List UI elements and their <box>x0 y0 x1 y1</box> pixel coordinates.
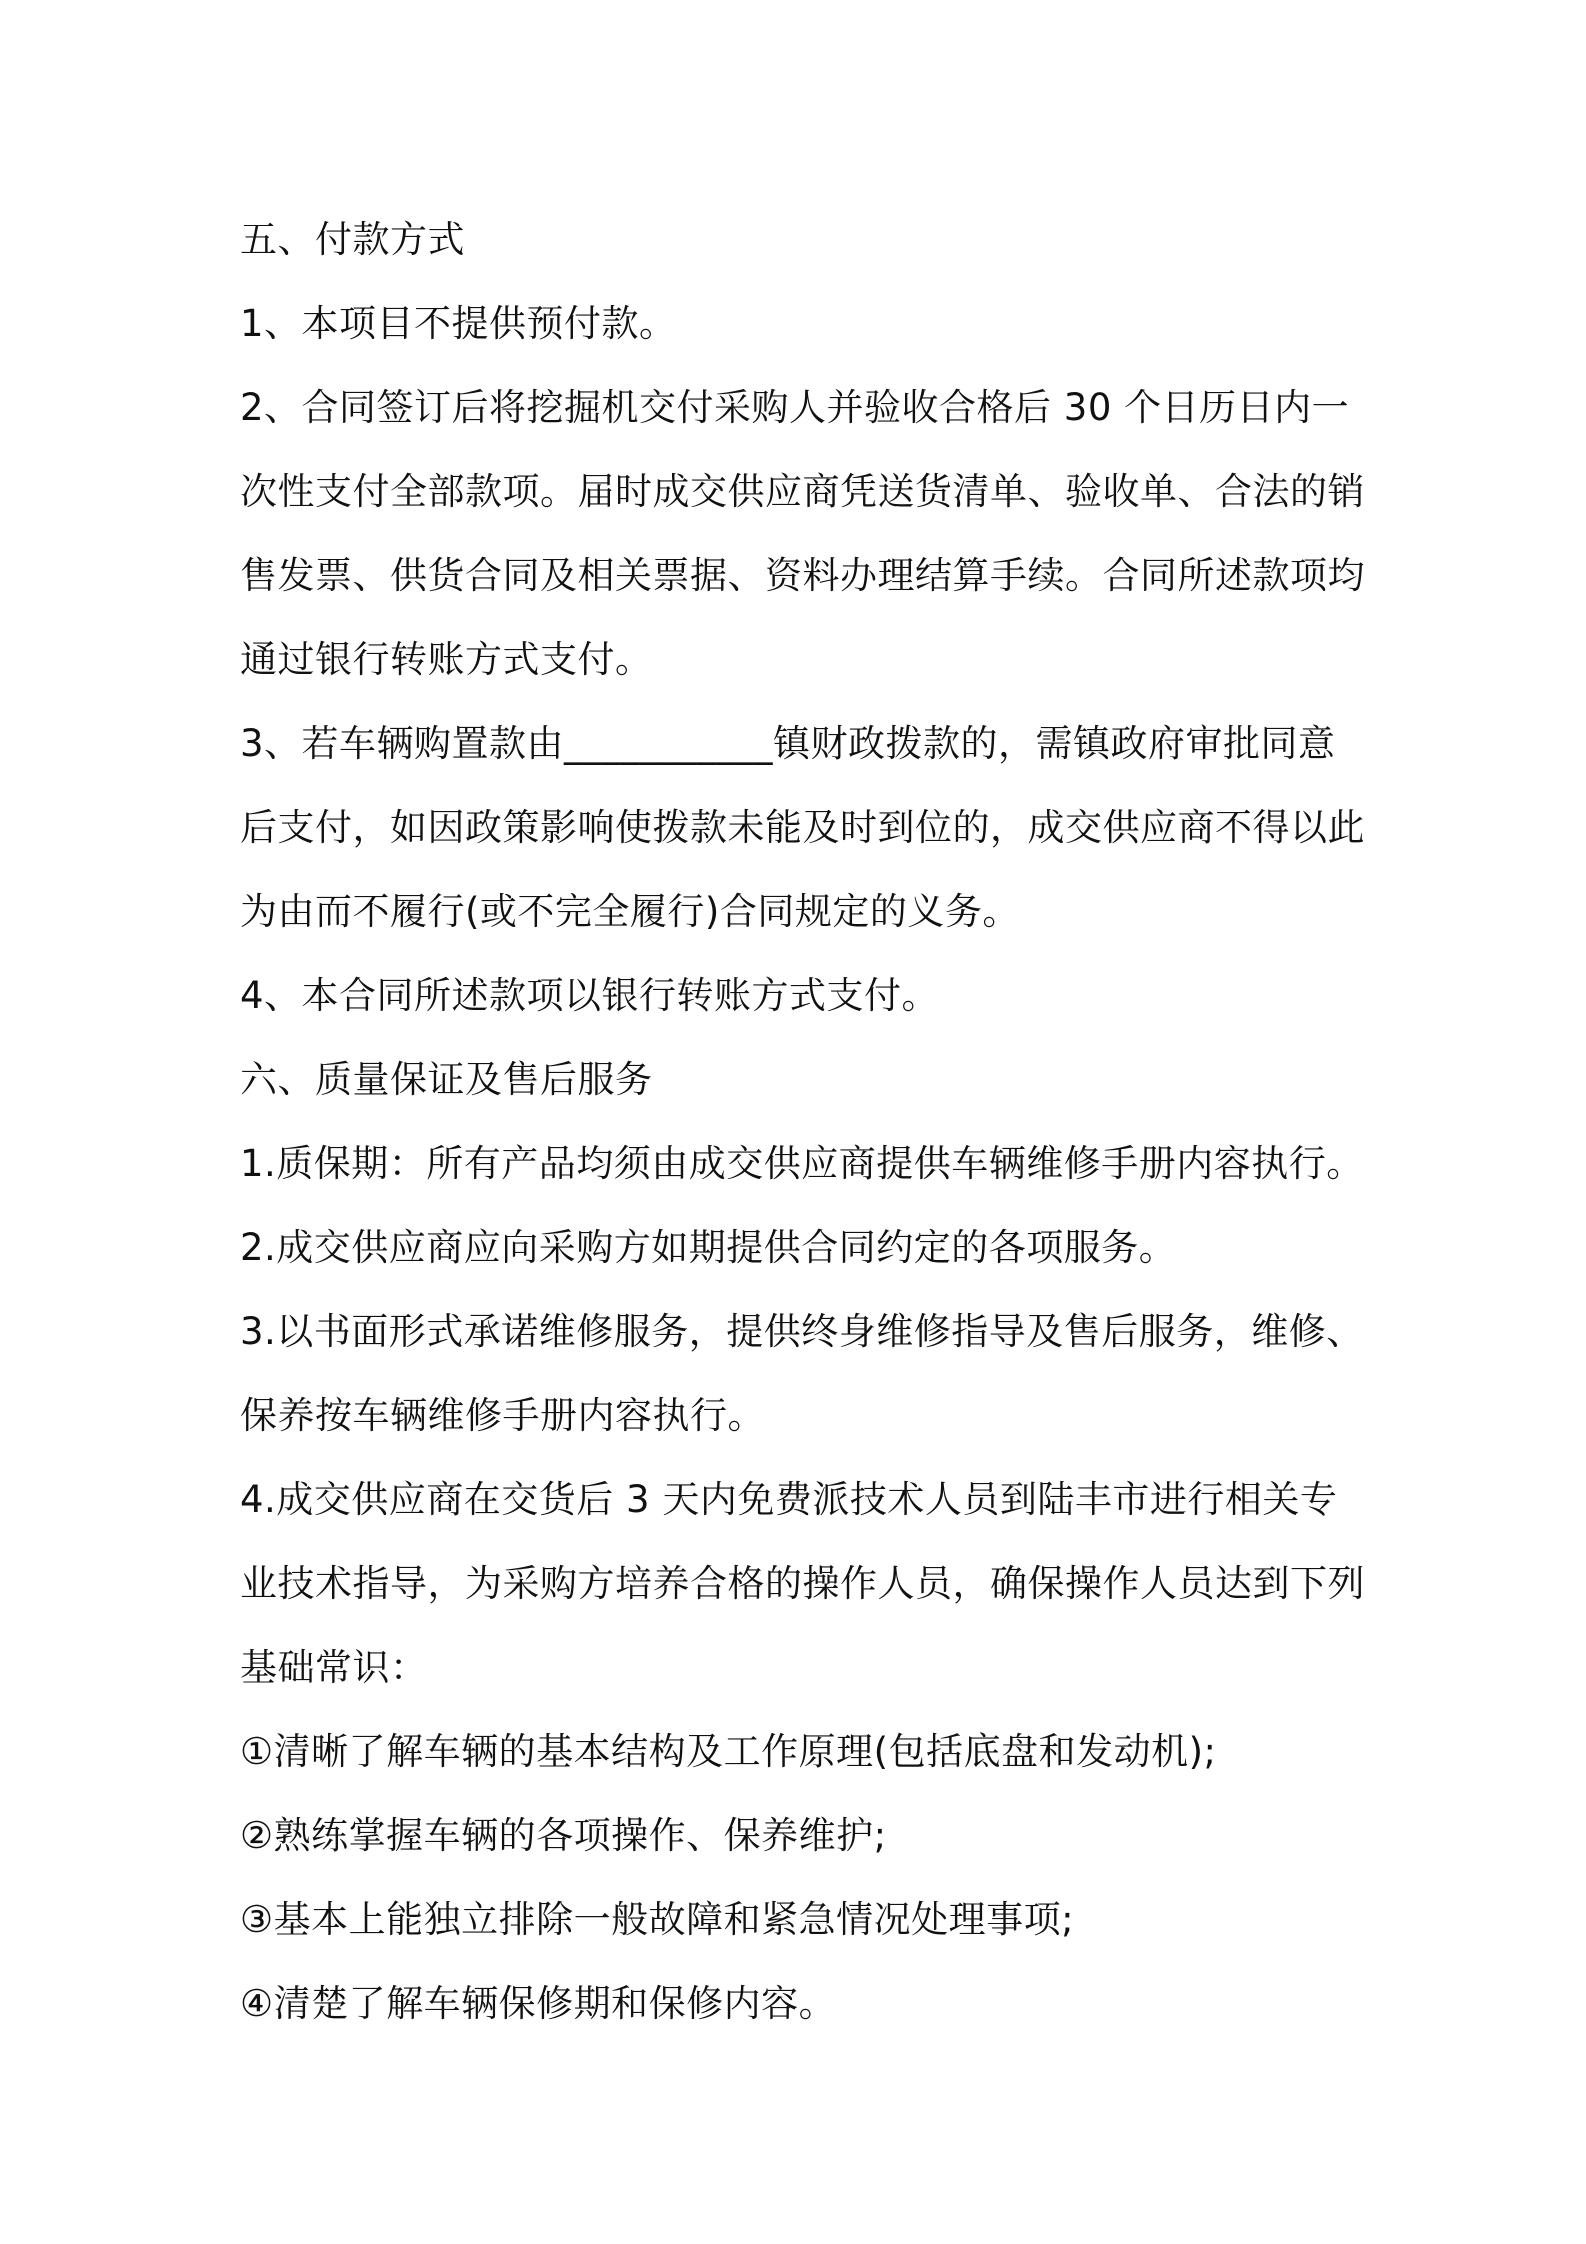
list-item: ①清晰了解车辆的基本结构及工作原理(包括底盘和发动机); <box>240 1730 1217 1773</box>
paragraph-line: 4、本合同所述款项以银行转账方式支付。 <box>240 974 940 1017</box>
paragraph-line: 次性支付全部款项。届时成交供应商凭送货清单、验收单、合法的销 <box>240 470 1365 513</box>
paragraph-line: 后支付，如因政策影响使拨款未能及时到位的，成交供应商不得以此 <box>240 806 1365 849</box>
paragraph-line: 通过银行转账方式支付。 <box>240 638 653 681</box>
list-item: ②熟练掌握车辆的各项操作、保养维护; <box>240 1814 887 1857</box>
paragraph-line: 2、合同签订后将挖掘机交付采购人并验收合格后 30 个日历日内一 <box>240 386 1350 429</box>
paragraph-line: 3、若车辆购置款由___________镇财政拨款的，需镇政府审批同意 <box>240 722 1336 765</box>
paragraph-line: 为由而不履行(或不完全履行)合同规定的义务。 <box>240 890 1020 933</box>
document-body <box>240 198 1365 2046</box>
paragraph-line: 保养按车辆维修手册内容执行。 <box>240 1394 765 1437</box>
section-heading-payment: 五、付款方式 <box>240 218 465 261</box>
list-item: ④清楚了解车辆保修期和保修内容。 <box>240 1982 837 2025</box>
paragraph-line: 基础常识： <box>240 1646 428 1689</box>
section-heading-quality: 六、质量保证及售后服务 <box>240 1058 653 1101</box>
paragraph-line: 2.成交供应商应向采购方如期提供合同约定的各项服务。 <box>240 1226 1177 1269</box>
list-item: ③基本上能独立排除一般故障和紧急情况处理事项; <box>240 1898 1075 1941</box>
paragraph-line: 3.以书面形式承诺维修服务，提供终身维修指导及售后服务，维修、 <box>240 1310 1364 1353</box>
paragraph-line: 售发票、供货合同及相关票据、资料办理结算手续。合同所述款项均 <box>240 554 1365 597</box>
paragraph-line: 1、本项目不提供预付款。 <box>240 302 677 345</box>
paragraph-line: 4.成交供应商在交货后 3 天内免费派技术人员到陆丰市进行相关专 <box>240 1478 1338 1521</box>
paragraph-line: 业技术指导，为采购方培养合格的操作人员，确保操作人员达到下列 <box>240 1562 1365 1605</box>
paragraph-line: 1.质保期：所有产品均须由成交供应商提供车辆维修手册内容执行。 <box>240 1142 1364 1185</box>
